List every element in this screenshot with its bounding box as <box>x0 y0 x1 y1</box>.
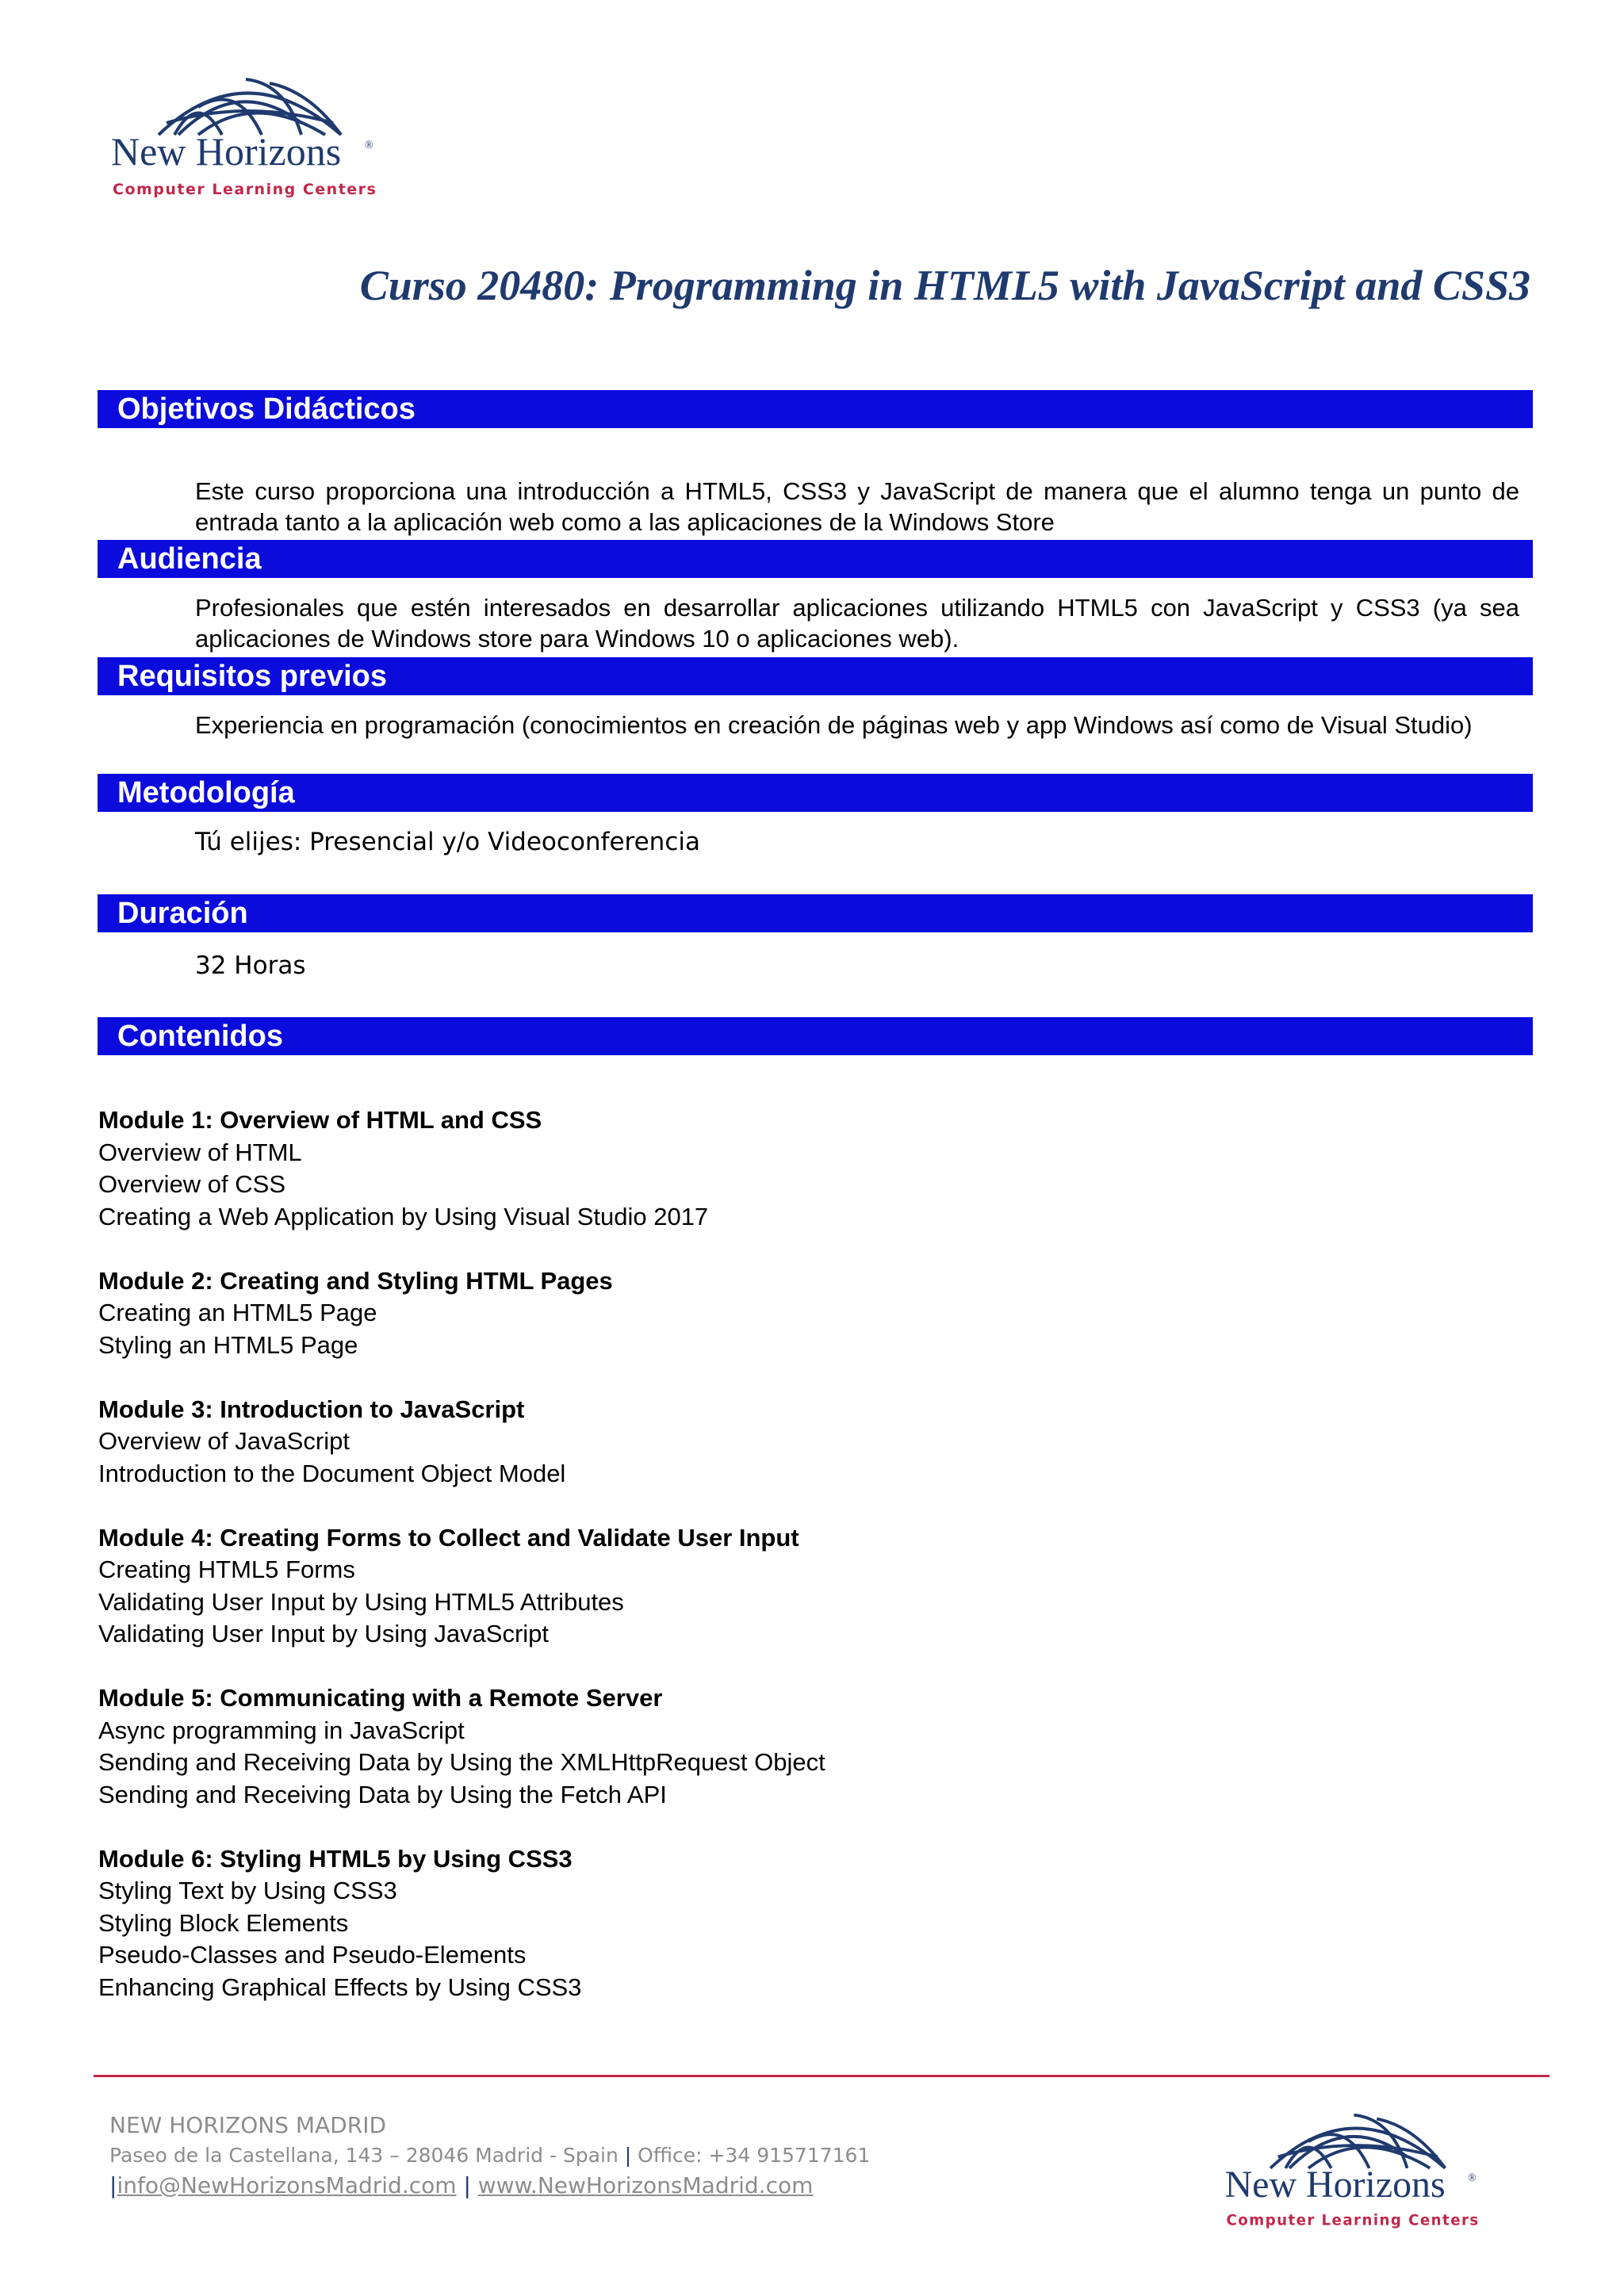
section-heading-requisitos: Requisitos previos <box>98 657 1533 695</box>
module-item: Async programming in JavaScript <box>98 1716 465 1744</box>
footer-contact <box>109 2110 1140 2201</box>
module-list <box>98 1104 1367 2036</box>
svg-text:®: ® <box>365 140 373 151</box>
section-text-audiencia: Profesionales que estén interesados en desarrollar aplicaciones utilizando HTML5 con JavaScript y CSS3 (ya sea aplicaciones de Windows store para Windows 10 o aplicaciones web). <box>195 594 1519 652</box>
brand-tagline: Computer Learning Centers <box>1226 2212 1480 2229</box>
brand-name: New Horizons <box>1224 2164 1446 2206</box>
footer-address: Paseo de la Castellana, 143 – 28046 Madrid - Spain <box>109 2144 619 2167</box>
company-logo-bottom <box>1217 2093 1491 2236</box>
module-block <box>98 1682 1367 1811</box>
footer-company: NEW HORIZONS MADRID <box>109 2112 387 2138</box>
module-item: Overview of JavaScript <box>98 1427 350 1455</box>
module-block <box>98 1265 1367 1362</box>
module-item: Styling Block Elements <box>98 1908 349 1937</box>
brand-tagline: Computer Learning Centers <box>113 181 377 198</box>
module-block <box>98 1843 1367 2004</box>
footer-email-link[interactable]: info@NewHorizonsMadrid.com <box>117 2172 457 2198</box>
module-item: Pseudo-Classes and Pseudo-Elements <box>98 1941 527 1969</box>
section-text-requisitos: Experiencia en programación (conocimientos en creación de páginas web y app Windows así como de Visual Studio) <box>195 711 1473 739</box>
module-item: Creating a Web Application by Using Visual Studio 2017 <box>98 1202 709 1230</box>
globe-logo-icon <box>1217 2093 1491 2236</box>
footer-links-line: |info@NewHorizonsMadrid.com | www.NewHorizonsMadrid.com <box>109 2172 814 2198</box>
svg-text:®: ® <box>1468 2172 1477 2184</box>
footer-divider <box>94 2075 1549 2077</box>
footer-office: Office: +34 915717161 <box>638 2144 871 2167</box>
module-item: Styling an HTML5 Page <box>98 1330 358 1359</box>
section-text-metodologia: Tú elijes: Presencial y/o Videoconferencia <box>195 828 700 856</box>
module-item: Overview of CSS <box>98 1170 286 1198</box>
section-heading-contenidos: Contenidos <box>98 1017 1533 1055</box>
globe-logo-icon <box>103 59 389 202</box>
section-text-objetivos: Este curso proporciona una introducción a HTML5, CSS3 y JavaScript de manera que el alumno tenga un punto de entrada tanto a la aplicación web como a las aplicaciones de la Windows Store <box>195 477 1519 536</box>
section-heading-metodologia: Metodología <box>98 774 1533 812</box>
footer-separator: | <box>624 2144 632 2167</box>
module-title: Module 2: Creating and Styling HTML Pages <box>98 1266 613 1295</box>
module-item: Creating an HTML5 Page <box>98 1299 377 1326</box>
company-logo-top <box>103 59 389 202</box>
module-item: Overview of HTML <box>98 1138 302 1166</box>
module-block <box>98 1104 1367 1233</box>
module-title: Module 3: Introduction to JavaScript <box>98 1395 525 1423</box>
module-title: Module 1: Overview of HTML and CSS <box>98 1106 542 1134</box>
module-item: Styling Text by Using CSS3 <box>98 1877 397 1904</box>
footer-address-line <box>109 2141 1140 2171</box>
module-item: Sending and Receiving Data by Using the XMLHttpRequest Object <box>98 1748 825 1776</box>
module-title: Module 4: Creating Forms to Collect and Validate User Input <box>98 1523 799 1552</box>
module-block <box>98 1522 1367 1651</box>
module-item: Sending and Receiving Data by Using the Fetch API <box>98 1780 667 1808</box>
course-title: Curso 20480: Programming in HTML5 with JavaScript and CSS3 <box>359 262 1530 309</box>
module-item: Validating User Input by Using HTML5 Attributes <box>98 1587 624 1616</box>
brand-name: New Horizons <box>111 129 342 174</box>
module-item: Validating User Input by Using JavaScript <box>98 1620 550 1647</box>
module-title: Module 5: Communicating with a Remote Server <box>98 1684 663 1712</box>
section-heading-duracion: Duración <box>98 894 1533 932</box>
section-heading-audiencia: Audiencia <box>98 540 1533 578</box>
footer-website-link[interactable]: www.NewHorizonsMadrid.com <box>477 2172 814 2198</box>
module-item: Creating HTML5 Forms <box>98 1556 355 1583</box>
section-heading-objetivos: Objetivos Didácticos <box>98 390 1533 428</box>
module-item: Introduction to the Document Object Model <box>98 1459 566 1487</box>
module-item: Enhancing Graphical Effects by Using CSS3 <box>98 1973 582 2001</box>
module-block <box>98 1394 1367 1490</box>
module-title: Module 6: Styling HTML5 by Using CSS3 <box>98 1844 573 1873</box>
section-text-duracion: 32 Horas <box>195 951 306 980</box>
